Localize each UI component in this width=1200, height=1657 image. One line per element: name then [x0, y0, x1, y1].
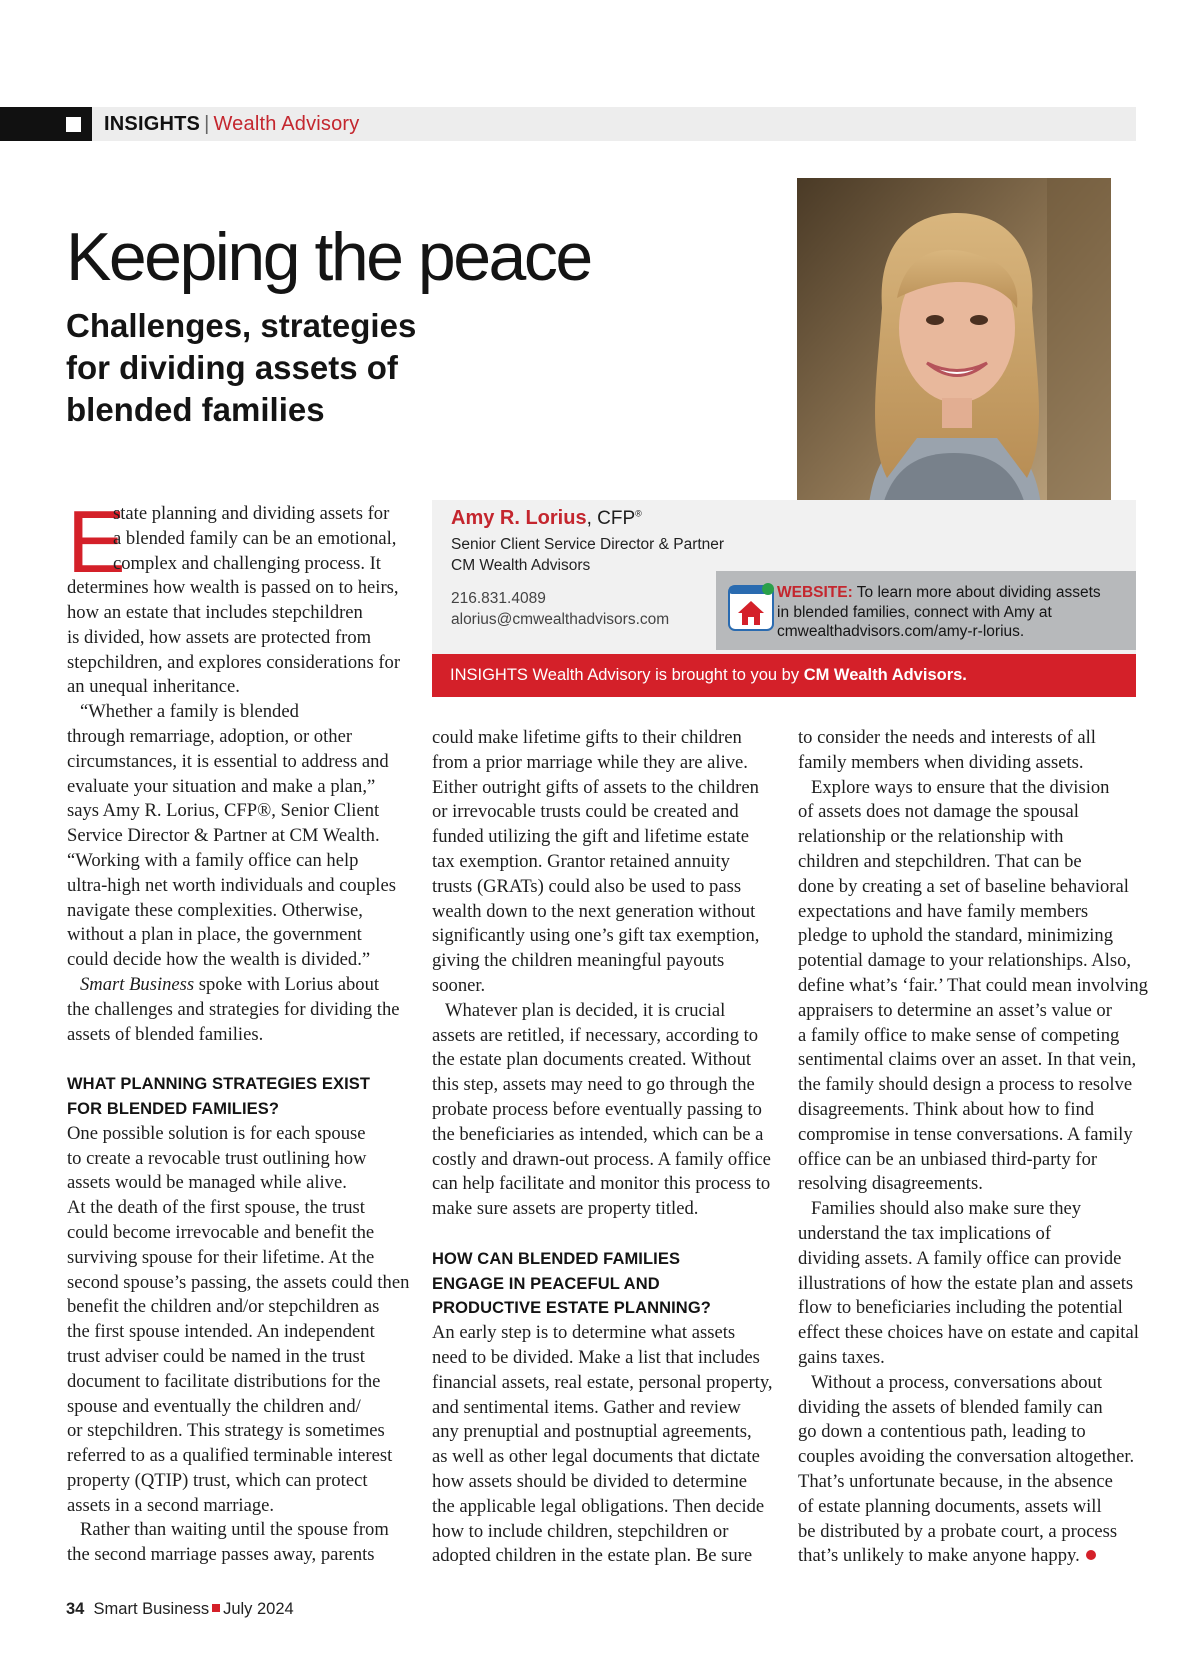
text-line: Service Director & Partner at CM Wealth.	[67, 825, 380, 847]
text-line: Rather than waiting until the spouse from	[80, 1519, 389, 1541]
text-line: how assets should be divided to determine	[432, 1470, 748, 1492]
text-line: ENGAGE IN PEACEFUL AND	[432, 1274, 660, 1293]
text-line: the family should design a process to resolve	[798, 1074, 1133, 1096]
paragraph	[798, 1197, 1143, 1371]
page-number: 34	[66, 1600, 85, 1618]
website-url[interactable]: cmwealthadvisors.com/amy-r-lorius.	[777, 623, 1025, 640]
text-line: disagreements. Think about how to find	[798, 1098, 1095, 1120]
text-line: is divided, how assets are protected from	[67, 626, 372, 648]
drop-cap: E	[67, 492, 126, 591]
sponsor-text: INSIGHTS Wealth Advisory is brought to you by	[450, 666, 804, 684]
section-category: Wealth Advisory	[213, 112, 360, 135]
sponsor-band	[432, 654, 1136, 697]
text-line: referred to as a qualified terminable interest	[67, 1445, 393, 1467]
text-line: assets of blended families.	[67, 1023, 264, 1045]
author-name: Amy R. Lorius	[451, 507, 587, 529]
text-line: the beneficiaries as intended, which can be a	[432, 1123, 764, 1145]
text-line: surviving spouse for their lifetime. At the	[67, 1246, 375, 1268]
text-line: assets in a second marriage.	[67, 1494, 275, 1516]
text-line: Challenges, strategies	[66, 307, 417, 344]
text-line: FOR BLENDED FAMILIES?	[67, 1099, 280, 1118]
author-role: Senior Client Service Director & Partner	[451, 536, 725, 553]
paragraph	[67, 1518, 412, 1568]
text-line: how to include children, stepchildren or	[432, 1520, 729, 1542]
text-line: wealth down to the next generation without	[432, 900, 756, 922]
text-line: giving the children meaningful payouts	[432, 950, 725, 972]
text-line: trusts (GRATs) could also be used to pass	[432, 875, 742, 897]
paragraph-text: spoke with Lorius about	[194, 973, 380, 995]
text-line: illustrations of how the estate plan and assets	[798, 1272, 1134, 1294]
dropcap-lines	[113, 502, 396, 576]
website-text-1: To learn more about dividing assets	[852, 584, 1101, 601]
text-line: adopted children in the estate plan. Be sure	[432, 1545, 753, 1567]
author-email[interactable]: alorius@cmwealthadvisors.com	[451, 611, 670, 628]
text-line: determines how wealth is passed on to heirs,	[67, 577, 399, 599]
text-line: done by creating a set of baseline behavioral	[798, 875, 1129, 897]
text-line: Families should also make sure they	[811, 1198, 1082, 1220]
text-line: children and stepchildren. That can be	[798, 850, 1082, 872]
text-line: an unequal inheritance.	[67, 676, 240, 698]
text-line: couples avoiding the conversation altogether.	[798, 1446, 1135, 1468]
text-line: the estate plan documents created. Without	[432, 1049, 752, 1071]
text-line: dividing the assets of blended family can	[798, 1396, 1103, 1418]
article-subtitle	[66, 305, 486, 431]
text-line: Either outright gifts of assets to the children	[432, 776, 759, 798]
text-line: state planning and dividing assets for	[113, 503, 390, 524]
text-line: can help facilitate and monitor this process to	[432, 1173, 771, 1195]
author-portrait	[797, 178, 1111, 538]
website-callout	[716, 571, 1136, 650]
text-line: as well as other legal documents that dictate	[432, 1446, 760, 1468]
text-line: WHAT PLANNING STRATEGIES EXIST	[67, 1075, 371, 1094]
author-company: CM Wealth Advisors	[451, 557, 591, 574]
author-credential: , CFP	[586, 508, 636, 529]
author-role-block	[451, 534, 724, 576]
text-line: An early step is to determine what assets	[432, 1322, 736, 1344]
text-line: flow to beneficiaries including the potential	[798, 1297, 1123, 1319]
website-text	[777, 583, 1129, 642]
text-line: compromise in tense conversations. A family	[798, 1123, 1133, 1145]
text-line: for dividing assets of	[66, 349, 398, 386]
section-tab	[0, 107, 92, 141]
article-column-2	[432, 726, 777, 1569]
paragraph	[67, 700, 412, 973]
text-line: dividing assets. A family office can provide	[798, 1247, 1122, 1269]
text-line: expectations and have family members	[798, 900, 1089, 922]
text-line: potential damage to your relationships. Also,	[798, 950, 1132, 972]
article-column-3	[798, 726, 1148, 1569]
text-line: “Whether a family is blended	[80, 701, 299, 723]
text-line: of estate planning documents, assets will	[798, 1495, 1102, 1517]
text-line: resolving disagreements.	[798, 1173, 983, 1195]
text-line: assets would be managed while alive.	[67, 1172, 347, 1194]
text-line: appraisers to determine an asset’s value or	[798, 999, 1112, 1021]
text-line: or irrevocable trusts could be created and	[432, 801, 739, 823]
text-line: sentimental claims over an asset. In that vein,	[798, 1049, 1137, 1071]
text-line: “Working with a family office can help	[67, 849, 359, 871]
text-line: the first spouse intended. An independent	[67, 1321, 375, 1343]
text-line: the applicable legal obligations. Then decide	[432, 1495, 765, 1517]
text-line: blended families	[66, 391, 325, 428]
paragraph	[432, 1321, 777, 1569]
paragraph	[67, 1122, 412, 1519]
footer-square-icon	[212, 1604, 220, 1612]
text-line: to consider the needs and interests of all	[798, 727, 1096, 748]
section-label	[104, 113, 360, 136]
publication-italic: Smart Business	[80, 973, 195, 995]
text-line: evaluate your situation and make a plan,”	[67, 775, 376, 797]
page-footer	[66, 1600, 294, 1619]
text-line: any prenuptial and postnuptial agreements,	[432, 1421, 752, 1443]
text-line: could decide how the wealth is divided.”	[67, 949, 371, 971]
author-phone: 216.831.4089	[451, 590, 546, 607]
text-line: make sure assets are property titled.	[432, 1198, 699, 1220]
text-line: tax exemption. Grantor retained annuity	[432, 850, 730, 872]
text-line: be distributed by a probate court, a process	[798, 1520, 1118, 1542]
spacer	[67, 1047, 412, 1072]
text-line: Explore ways to ensure that the division	[811, 776, 1110, 798]
section-bar	[0, 107, 1136, 141]
author-name-line	[451, 507, 642, 530]
text-line: the second marriage passes away, parents	[67, 1544, 375, 1566]
text-line: significantly using one’s gift tax exemption,	[432, 925, 760, 947]
section-separator: |	[204, 112, 210, 135]
text-line: HOW CAN BLENDED FAMILIES	[432, 1249, 681, 1268]
text-line: could make lifetime gifts to their children	[432, 727, 742, 748]
footer-publication: Smart Business	[93, 1600, 210, 1618]
paragraph	[798, 726, 1143, 776]
article-title: Keeping the peace	[66, 219, 591, 295]
text-line: to create a revocable trust outlining how	[67, 1147, 367, 1169]
text-line: funded utilizing the gift and lifetime estate	[432, 826, 750, 848]
text-line: gains taxes.	[798, 1346, 885, 1368]
paragraph	[798, 1371, 1143, 1569]
author-credential-mark: ®	[635, 508, 642, 519]
text-line: PRODUCTIVE ESTATE PLANNING?	[432, 1299, 711, 1318]
text-line: assets are retitled, if necessary, according to	[432, 1024, 759, 1046]
text-line: need to be divided. Make a list that includes	[432, 1346, 760, 1368]
text-line: One possible solution is for each spouse	[67, 1122, 366, 1144]
text-line: navigate these complexities. Otherwise,	[67, 899, 363, 921]
website-text-2: in blended families, connect with Amy at	[777, 603, 1052, 621]
text-line: circumstances, it is essential to address and	[67, 750, 389, 772]
author-contact	[451, 588, 669, 630]
website-label: WEBSITE:	[777, 584, 853, 601]
paragraph	[67, 973, 412, 1047]
spacer	[432, 1222, 777, 1247]
text-line: and sentimental items. Gather and review	[432, 1396, 741, 1418]
paragraph	[432, 726, 777, 999]
text-line: relationship or the relationship with	[798, 826, 1064, 848]
text-line: that’s unlikely to make anyone happy.	[798, 1544, 1143, 1569]
dropcap-block	[67, 492, 412, 601]
article-column-1	[67, 492, 412, 1568]
text-line: sooner.	[432, 974, 486, 996]
footer-date: July 2024	[223, 1600, 294, 1618]
text-line: trust adviser could be named in the trust	[67, 1345, 365, 1367]
text-line: a family office to make sense of competing	[798, 1024, 1120, 1046]
text-line: how an estate that includes stepchildren	[67, 602, 363, 623]
section-heading	[432, 1247, 777, 1321]
text-line: office can be an unbiased third-party for	[798, 1148, 1098, 1170]
text-line: document to facilitate distributions for the	[67, 1370, 381, 1392]
sponsor-company: CM Wealth Advisors.	[803, 666, 967, 684]
text-line: probate process before eventually passing to	[432, 1098, 762, 1120]
text-line: ultra-high net worth individuals and couples	[67, 874, 396, 896]
text-line: a blended family can be an emotional,	[113, 527, 397, 549]
section-heading	[67, 1072, 412, 1122]
text-line: stepchildren, and explores considerations for	[67, 651, 401, 673]
portrait-illustration	[797, 178, 1111, 538]
paragraph	[798, 776, 1148, 1198]
text-line: spouse and eventually the children and/	[67, 1395, 361, 1417]
paragraph	[432, 999, 777, 1222]
text-line: benefit the children and/or stepchildren as	[67, 1296, 380, 1318]
text-line: or stepchildren. This strategy is sometimes	[67, 1420, 385, 1442]
text-line: understand the tax implications of	[798, 1222, 1052, 1244]
text-line: property (QTIP) trust, which can protect	[67, 1469, 368, 1491]
website-house-icon	[726, 583, 776, 633]
text-line: costly and drawn-out process. A family office	[432, 1148, 771, 1170]
text-line: At the death of the first spouse, the trust	[67, 1197, 365, 1219]
text-line: through remarriage, adoption, or other	[67, 725, 353, 747]
text-line: effect these choices have on estate and capital	[798, 1322, 1139, 1344]
text-line: Without a process, conversations about	[811, 1371, 1102, 1393]
square-icon	[66, 117, 81, 132]
text-line: says Amy R. Lorius, CFP®, Senior Client	[67, 800, 380, 822]
text-line: define what’s ‘fair.’ That could mean involving	[798, 974, 1148, 996]
paragraph-lines	[67, 998, 412, 1048]
text-line: complex and challenging process. It	[113, 552, 381, 574]
text-line: this step, assets may need to go through the	[432, 1074, 755, 1096]
text-line: without a plan in place, the government	[67, 924, 362, 946]
end-mark-icon	[1086, 1550, 1096, 1560]
text-line: go down a contentious path, leading to	[798, 1421, 1086, 1443]
text-line: Whatever plan is decided, it is crucial	[445, 999, 726, 1021]
text-line: financial assets, real estate, personal property,	[432, 1371, 773, 1393]
text-line: of assets does not damage the spousal	[798, 801, 1079, 823]
text-line: second spouse’s passing, the assets could then	[67, 1271, 410, 1293]
text-line: the challenges and strategies for dividing the	[67, 998, 400, 1020]
text-line: family members when dividing assets.	[798, 751, 1084, 773]
section-name: INSIGHTS	[104, 112, 201, 135]
text-line: from a prior marriage while they are alive.	[432, 751, 748, 773]
text-line: pledge to uphold the standard, minimizing	[798, 925, 1114, 947]
text-line: That’s unfortunate because, in the absence	[798, 1470, 1113, 1492]
text-line: could become irrevocable and benefit the	[67, 1221, 375, 1243]
